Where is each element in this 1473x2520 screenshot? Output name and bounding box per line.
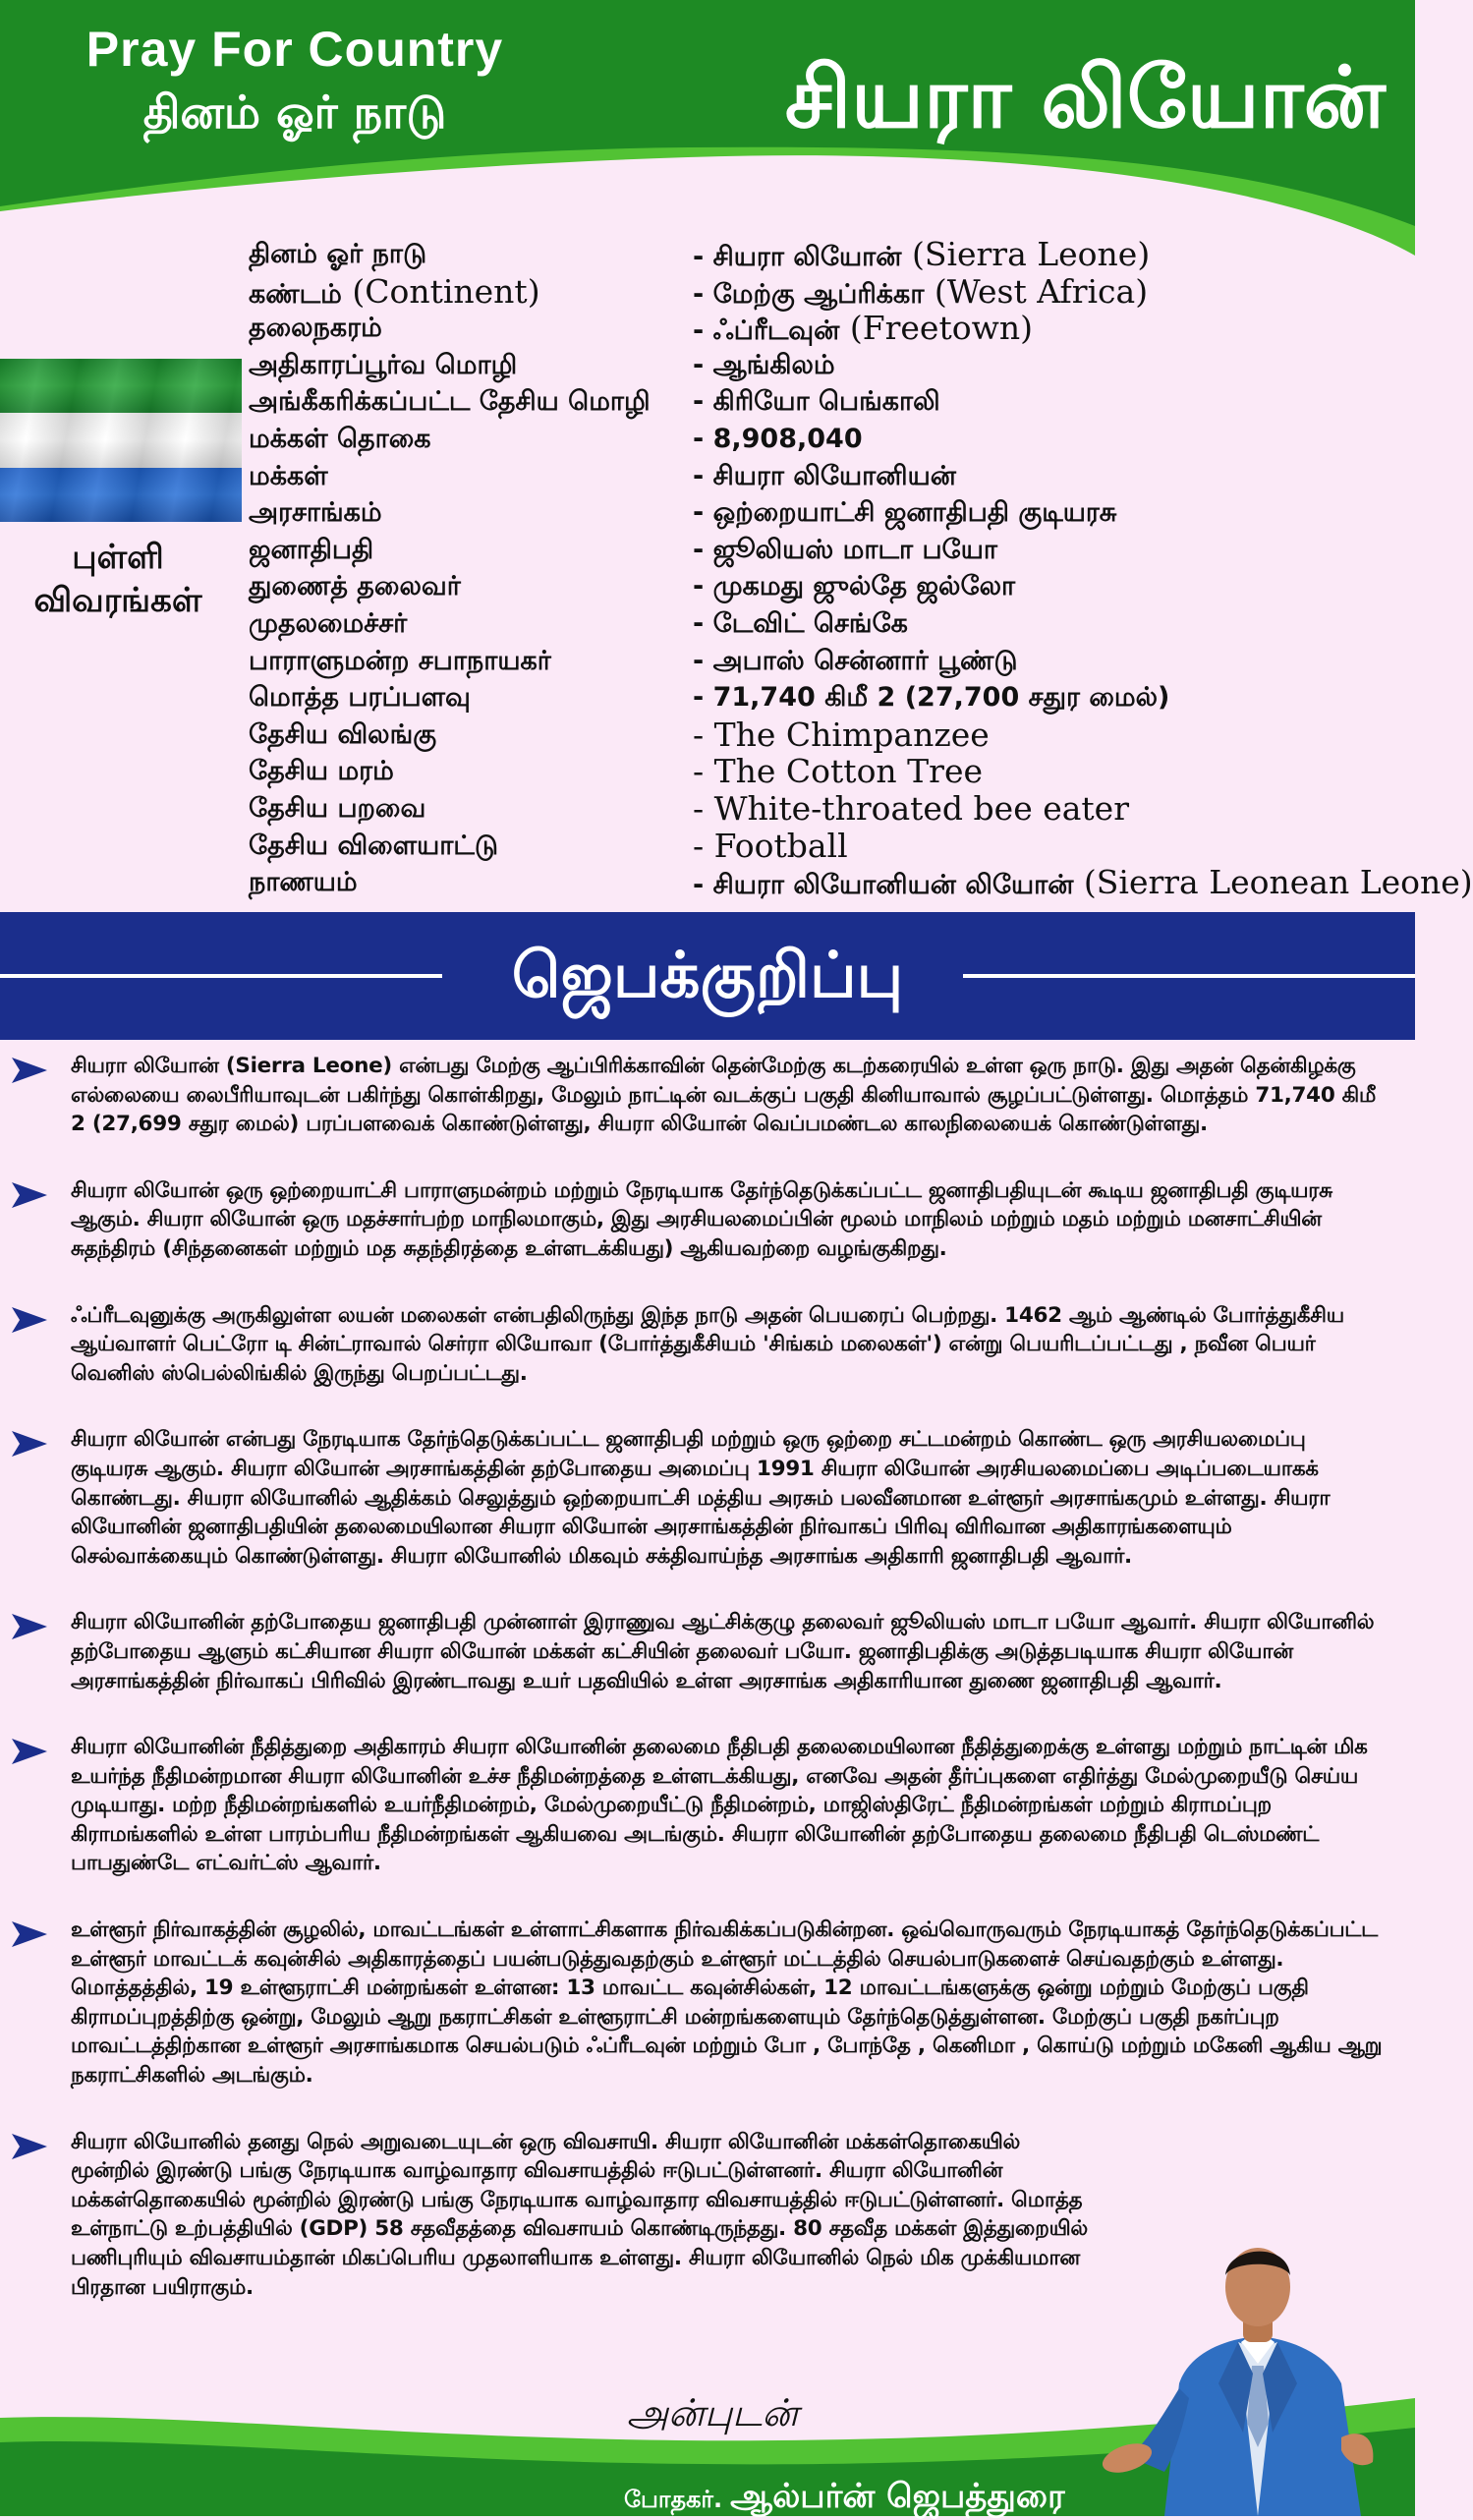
fact-row: [249, 494, 1415, 532]
arrow-bullet-icon: [12, 1058, 47, 1083]
prayer-point-text: சியரா லியோன் (Sierra Leone) என்பது மேற்கு ஆப்பிரிக்காவின் தென்மேற்கு கடற்கரையில் உள்ள ஒரு நாடு. இது அதன் தென்கிழக்கு எல்லையை லைபீரியாவுடன் பகிர்ந்து கொள்கிறது, மேலும் நாட்டின் வடக்குப் பகுதி கினியாவால் சூழப்பட்டுள்ளது. மொத்தம் 71,740 கிமீ 2 (27,699 சதுர மைல்) பரப்பளவைக் கொண்டுள்ளது, சியரா லியோன் வெப்பமண்டல காலநிலையைக் கொண்டுள்ளது.: [71, 1054, 1377, 1137]
fact-key: தேசிய பறவை: [249, 792, 426, 824]
arrow-bullet-icon: [12, 1614, 47, 1639]
fact-value: - 71,740 கிமீ 2 (27,700 சதுர மைல்): [693, 682, 1170, 714]
fact-row: [249, 643, 1415, 680]
fact-value-english: - The Chimpanzee: [693, 715, 990, 754]
fact-value: - ஆங்கிலம்: [693, 349, 835, 380]
arrow-bullet-icon: [12, 1739, 47, 1764]
fact-value: [693, 273, 1148, 313]
pastor-photo: [1096, 2226, 1415, 2516]
arrow-bullet-icon: [12, 1307, 47, 1333]
fact-value: - 8,908,040: [693, 423, 863, 454]
fact-key: நாணயம்: [249, 867, 358, 898]
fact-value-text: - ஃப்ரீடவுன்: [693, 315, 840, 347]
fact-value: [693, 310, 1033, 349]
prayer-point-text: சியரா லியோன் ஒரு ஒற்றையாட்சி பாராளுமன்றம் மற்றும் நேரடியாக தேர்ந்தெடுக்கப்பட்ட ஜனாதிபதியுடன் கூடிய ஜனாதிபதி குடியரசு ஆகும். சியரா லியோன் ஒரு மதச்சார்பற்ற மாநிலமாகும், இது அரசியலமைப்பின் மூலம் மாநிலம் மற்றும் மதம் மற்றும் மனசாட்சியின் சுதந்திரம் (சிந்தனைகள் மற்றும் மத சுதந்திரத்தை உள்ளடக்கியது) ஆகியவற்றை வழங்குகிறது.: [71, 1177, 1332, 1261]
pastor-name: ஆல்பர்ன் ஜெபத்துரை: [730, 2477, 1065, 2516]
fact-row: [249, 458, 1415, 495]
prayer-point-text: சியரா லியோனின் தற்போதைய ஜனாதிபதி முன்னாள் இராணுவ ஆட்சிக்குழு தலைவர் ஜூலியஸ் மாடா பயோ ஆவார். சியரா லியோனில் தற்போதைய ஆளும் கட்சியான சியரா லியோன் மக்கள் கட்சியின் தலைவர் பயோ. ஜனாதிபதிக்கு அடுத்தபடியாக சியரா லியோன் அரசாங்கத்தின் நிர்வாகப் பிரிவில் இரண்டாவது உயர் பதவியில் உள்ள அரசாங்க அதிகாரியான துணை ஜனாதிபதி ஆவார்.: [71, 1610, 1375, 1693]
country-title: சியரா லியோன்: [784, 49, 1386, 147]
arrow-bullet-icon: [12, 2134, 47, 2159]
fact-value-text: - மேற்கு ஆப்ரிக்கா: [693, 278, 925, 310]
fact-row: [249, 421, 1415, 458]
facts-table: [249, 235, 1473, 902]
fact-key: அதிகாரப்பூர்வ மொழி: [249, 349, 518, 380]
brand-title-tamil: தினம் ஓர் நாடு: [142, 86, 447, 139]
signoff: அன்புடன்: [626, 2391, 799, 2434]
fact-key: [249, 310, 382, 346]
fact-key: அரசாங்கம்: [249, 497, 382, 529]
prayer-point: [0, 1301, 1415, 1389]
fact-key: மக்கள்: [249, 460, 328, 491]
fact-key: ஜனாதிபதி: [249, 534, 374, 565]
sierra-leone-flag-icon: [0, 359, 242, 522]
fact-key: முதலமைச்சர்: [249, 607, 408, 639]
fact-key: துணைத் தலைவர்: [249, 571, 461, 602]
fact-row: [249, 753, 1415, 790]
fact-value: - முகமது ஜுல்தே ஜல்லோ: [693, 571, 1016, 602]
fact-row: [249, 568, 1415, 605]
fact-key-text: தலைநகரம்: [249, 313, 382, 344]
fact-value-english: - White-throated bee eater: [693, 788, 1129, 828]
fact-key: தேசிய விளையாட்டு: [249, 830, 498, 861]
prayer-points: [0, 1052, 1415, 2302]
fact-value: - அபாஸ் சென்னார் பூண்டு: [693, 645, 1018, 676]
fact-row: [249, 347, 1415, 384]
fact-row: [249, 716, 1415, 754]
prayer-point-text: ஃப்ரீடவுனுக்கு அருகிலுள்ள லயன் மலைகள் என்பதிலிருந்து இந்த நாடு அதன் பெயரைப் பெற்றது. 1462 ஆம் ஆண்டில் போர்த்துகீசிய ஆய்வாளர் பெட்ரோ டி சின்ட்ராவால் செர்ரா லியோவா (போர்த்துகீசியம் 'சிங்கம் மலைகள்') என்று பெயரிடப்பட்டது , நவீன பெயர் வெனிஸ் ஸ்பெல்லிங்கில் இருந்து பெறப்பட்டது.: [71, 1302, 1344, 1386]
prayer-point: [0, 1916, 1415, 2090]
prayer-banner: [0, 912, 1415, 1040]
prayer-point-text: சியரா லியோன் என்பது நேரடியாக தேர்ந்தெடுக்கப்பட்ட ஜனாதிபதி மற்றும் ஒரு ஒற்றை சட்டமன்றம் கொண்ட ஒரு அரசியலமைப்பு குடியரசு ஆகும். சியரா லியோன் அரசாங்கத்தின் தற்போதைய அமைப்பு 1991 சியரா லியோன் அரசியலமைப்பை அடிப்படையாகக் கொண்டது. சியரா லியோனில் ஆதிக்கம் செலுத்தும் ஒற்றையாட்சி மத்திய அரசும் பலவீனமான உள்ளூர் அரசாங்கமும் உள்ளது. சியரா லியோனின் ஜனாதிபதியின் தலைமையிலான சியரா லியோன் அரசாங்கத்தின் நிர்வாகப் பிரிவு விரிவான அதிகாரங்களையும் செல்வாக்கையும் கொண்டுள்ளது. சியரா லியோனில் மிகவும் சக்திவாய்ந்த அரசாங்க அதிகாரி ஜனாதிபதி ஆவார்.: [71, 1427, 1331, 1569]
fact-key: தேசிய மரம்: [249, 756, 394, 787]
fact-row: [249, 679, 1415, 716]
fact-row: [249, 790, 1415, 828]
fact-value-english: (West Africa): [924, 271, 1149, 311]
arrow-bullet-icon: [12, 1182, 47, 1208]
fact-value-text: - சியரா லியோன்: [693, 242, 902, 272]
fact-value: - ஜூலியஸ் மாடா பயோ: [693, 534, 997, 565]
fact-value-english: - Football: [693, 826, 848, 865]
fact-value-english: (Sierra Leone): [901, 235, 1151, 273]
prayer-point-text: சியரா லியோனின் நீதித்துறை அதிகாரம் சியரா லியோனின் தலைமை நீதிபதி தலைமையிலான நீதித்துறைக்கு உள்ளது மற்றும் நாட்டின் மிக உயர்ந்த நீதிமன்றமான சியரா லியோனின் உச்ச நீதிமன்றத்தை உள்ளடக்கியது, எனவே அதன் தீர்ப்புகளை எதிர்த்து மேல்முறையீடு செய்ய முடியாது. மற்ற நீதிமன்றங்களில் உயர்நீதிமன்றம், மேல்முறையீட்டு நீதிமன்றம், மாஜிஸ்திரேட் நீதிமன்றங்கள் மற்றும் கிராமப்புற கிராமங்களில் உள்ள பாரம்பரிய நீதிமன்றங்கள் ஆகியவை அடங்கும். சியரா லியோனின் தற்போதைய தலைமை நீதிபதி டெஸ்மண்ட் பாபதுண்டே எட்வர்ட்ஸ் ஆவார்.: [71, 1735, 1368, 1876]
facts-label-line1: புள்ளி: [72, 538, 164, 577]
fact-row: [249, 236, 1415, 273]
pastor-signature: [624, 2477, 1065, 2520]
prayer-point: [0, 1176, 1415, 1264]
fact-value: - டேவிட் செங்கே: [693, 607, 908, 639]
pastor-prefix: போதகர்.: [624, 2486, 723, 2513]
brand: [59, 18, 531, 143]
prayer-point: [0, 1733, 1415, 1878]
arrow-bullet-icon: [12, 1921, 47, 1947]
fact-key: [249, 236, 426, 272]
prayer-point-text: சியரா லியோனில் தனது நெல் அறுவடையுடன் ஒரு விவசாயி. சியரா லியோனின் மக்கள்தொகையில் மூன்றில் இரண்டு பங்கு நேரடியாக வாழ்வாதார விவசாயத்தில் ஈடுபட்டுள்ளனர். சியரா லியோனின் மக்கள்தொகையில் மூன்றில் இரண்டு பங்கு நேரடியாக வாழ்வாதார விவசாயத்தில் ஈடுபட்டுள்ளனர். மொத்த உள்நாட்டு உற்பத்தியில் (GDP) 58 சதவீதத்தை விவசாயம் கொண்டிருந்தது. 80 சதவீத மக்கள் இத்துறையில் பணிபுரியும் விவசாயம்தான் மிகப்பெரிய முதலாளியாக உள்ளது. சியரா லியோனில் நெல் மிக முக்கியமான பிரதான பயிராகும்.: [71, 2129, 1088, 2300]
fact-row: [249, 605, 1415, 643]
fact-row: [249, 863, 1473, 902]
fact-key-english: (Continent): [341, 271, 540, 311]
fact-value: [693, 864, 1473, 903]
arrow-bullet-icon: [12, 1431, 47, 1457]
brand-title-english: Pray For Country: [85, 22, 504, 77]
prayer-point-text: உள்ளூர் நிர்வாகத்தின் சூழலில், மாவட்டங்கள் உள்ளாட்சிகளாக நிர்வகிக்கப்படுகின்றன. ஒவ்வொருவரும் நேரடியாகத் தேர்ந்தெடுக்கப்பட்ட உள்ளூர் மாவட்டக் கவுன்சில் அதிகாரத்தைப் பயன்படுத்துவதற்கும் உள்ளூர் மட்டத்தில் செயல்பாடுகளைச் செய்வதற்கும் உள்ளது. மொத்தத்தில், 19 உள்ளூராட்சி மன்றங்கள் உள்ளன: 13 மாவட்ட கவுன்சில்கள், 12 மாவட்டங்களுக்கு ஒன்று மற்றும் மேற்குப் பகுதி கிராமப்புறத்திற்கு ஒன்று, மேலும் ஆறு நகராட்சிகள் உள்ளூராட்சி மன்றங்களையும் தேர்ந்தெடுத்துள்ளன. மேற்குப் பகுதி நகர்ப்புற மாவட்டத்திற்கான உள்ளூர் அரசாங்கமாக செயல்படும் ஃப்ரீடவுன் மற்றும் போ , போந்தே , கெனிமா , கொய்டு மற்றும் மகேனி ஆகிய ஆறு நகராட்சிகளில் அடங்கும்.: [71, 1918, 1383, 2089]
fact-value-english: - The Cotton Tree: [693, 752, 984, 791]
prayer-point: [0, 1608, 1415, 1695]
fact-key: மொத்த பரப்பளவு: [249, 682, 471, 714]
fact-key-text: தினம் ஓர் நாடு: [249, 239, 427, 269]
fact-value-english: (Sierra Leonean Leone): [1073, 863, 1473, 902]
facts-label-line2: விவரங்கள்: [33, 581, 202, 620]
facts-label: [0, 536, 236, 622]
fact-value: - கிரியோ பெங்காலி: [693, 386, 940, 418]
fact-row: [249, 532, 1415, 569]
fact-row: [249, 310, 1415, 347]
fact-row: [249, 828, 1415, 865]
prayer-point: [0, 1052, 1415, 1139]
fact-value-text: - சியரா லியோனியன் லியோன்: [693, 870, 1074, 901]
fact-key: மக்கள் தொகை: [249, 423, 431, 454]
fact-value: [693, 236, 1150, 275]
prayer-title: ஜெபக்குறிப்பு: [511, 940, 904, 1012]
prayer-point: [0, 1425, 1415, 1571]
fact-key: அங்கீகரிக்கப்பட்ட தேசிய மொழி: [249, 386, 651, 418]
fact-key: பாராளுமன்ற சபாநாயகர்: [249, 645, 551, 676]
fact-row: [249, 273, 1415, 311]
fact-value: - சியரா லியோனியன்: [693, 460, 956, 491]
fact-value-english: (Freetown): [839, 309, 1033, 348]
fact-value: - ஒற்றையாட்சி ஜனாதிபதி குடியரசு: [693, 497, 1117, 529]
fact-key: [249, 273, 540, 313]
fact-key: தேசிய விலங்கு: [249, 718, 437, 750]
fact-key-text: கண்டம்: [249, 278, 342, 310]
fact-row: [249, 383, 1415, 421]
